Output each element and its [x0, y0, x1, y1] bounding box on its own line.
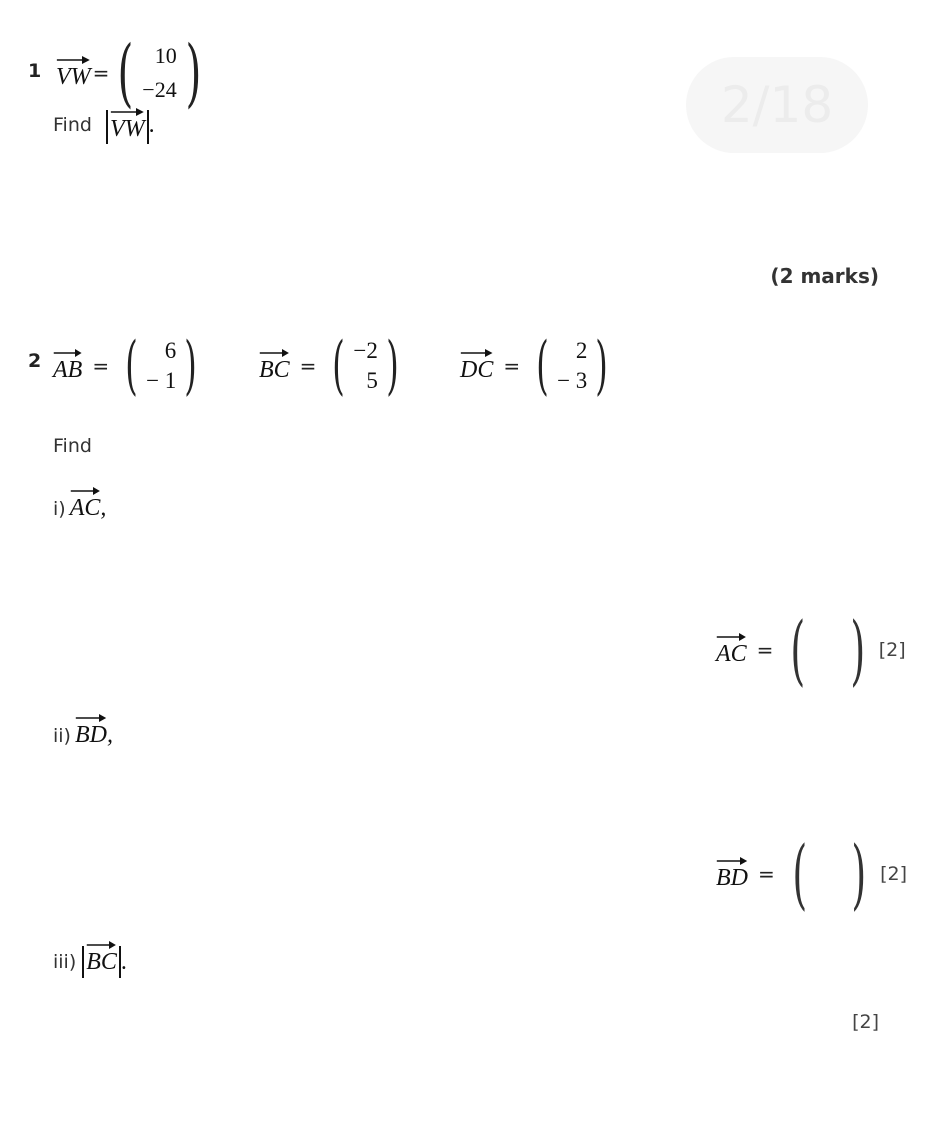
- vector-arrow-icon: [110, 107, 145, 117]
- part-ii-prefix: ii): [53, 725, 71, 747]
- equals-sign: =: [756, 638, 774, 662]
- part-iii-prefix: iii): [53, 951, 77, 973]
- part-ii: [53, 713, 113, 749]
- part-iii-suffix: .: [120, 949, 127, 975]
- equals-sign: =: [758, 862, 775, 886]
- part-ii-suffix: ,: [106, 722, 113, 748]
- abs-bar-left-icon: [106, 110, 108, 144]
- vector-bc: [86, 940, 117, 976]
- vector-arrow-icon: [716, 632, 747, 642]
- vector-ab: [53, 348, 82, 384]
- page-indicator: [686, 57, 868, 153]
- answer-box-ac[interactable]: [783, 605, 872, 694]
- answer-bd: [716, 829, 907, 918]
- vector-arrow-icon: [460, 348, 493, 358]
- page-indicator-text: 2/18: [720, 76, 834, 134]
- question-1-statement: [56, 30, 208, 116]
- part-i-prefix: i): [53, 498, 66, 520]
- part-i-suffix: ,: [100, 495, 107, 521]
- component-bottom: 5: [366, 368, 378, 393]
- left-paren-icon: (: [792, 829, 808, 918]
- answer-box-bd[interactable]: [785, 829, 874, 918]
- part-iii: [53, 938, 127, 978]
- vector-bc: [259, 348, 290, 384]
- equals-sign: =: [92, 61, 110, 85]
- question-1-find: [53, 106, 155, 144]
- vector-vw-label: VW: [109, 116, 145, 142]
- component-top: 6: [164, 338, 177, 364]
- equals-sign: =: [503, 354, 521, 378]
- find-suffix: .: [148, 111, 155, 138]
- vector-components: [144, 336, 178, 396]
- vector-vw: [56, 55, 91, 91]
- vector-arrow-icon: [70, 486, 101, 496]
- part-ii-marks: [2]: [880, 863, 907, 885]
- column-vector-ab: [119, 329, 203, 403]
- component-bottom: − 1: [146, 368, 177, 393]
- right-paren-icon: ): [595, 329, 609, 403]
- question-1-number: 1: [28, 60, 42, 82]
- find-label: Find: [53, 114, 92, 136]
- component-bottom: −24: [142, 77, 177, 102]
- left-paren-icon: (: [790, 605, 806, 694]
- column-vector-bc: [326, 329, 404, 403]
- vector-bd-label: BD: [716, 865, 748, 891]
- right-paren-icon: ): [386, 329, 399, 403]
- vector-bd: [75, 713, 107, 749]
- answer-ac: [716, 605, 906, 694]
- magnitude-vw: [106, 106, 155, 144]
- column-vector-dc: [530, 329, 614, 403]
- given-vector-dc: [460, 329, 614, 403]
- vector-bd-label: BD: [74, 722, 107, 748]
- component-bottom: − 3: [557, 368, 588, 393]
- vector-ac-label: AC: [69, 495, 101, 521]
- vector-bc-label: BC: [86, 949, 117, 975]
- left-paren-icon: (: [117, 30, 134, 116]
- left-paren-icon: (: [536, 329, 549, 403]
- vector-components: [555, 336, 589, 396]
- component-top: 2: [575, 338, 588, 364]
- vector-ab-label: AB: [53, 357, 83, 383]
- column-vector-vw: [111, 30, 207, 116]
- vector-arrow-icon: [75, 713, 107, 723]
- given-vector-bc: [259, 329, 405, 403]
- vector-ac-label: AC: [716, 641, 747, 667]
- vector-arrow-icon: [86, 940, 117, 950]
- vector-ac: [716, 632, 747, 668]
- equals-sign: =: [299, 354, 317, 378]
- vector-arrow-icon: [259, 348, 290, 358]
- question-2-number: 2: [28, 350, 42, 372]
- vector-bc-label: BC: [259, 357, 290, 383]
- question-1-marks: (2 marks): [770, 264, 879, 288]
- vector-ac: [70, 486, 101, 522]
- abs-bar-left-icon: [82, 946, 84, 978]
- vector-components: [351, 336, 379, 396]
- equals-sign: =: [92, 354, 110, 378]
- right-paren-icon: ): [184, 329, 198, 403]
- right-paren-icon: ): [850, 605, 866, 694]
- right-paren-icon: ): [851, 829, 867, 918]
- vector-arrow-icon: [56, 55, 91, 65]
- part-i-marks: [2]: [878, 639, 906, 661]
- vector-dc-label: DC: [460, 357, 494, 383]
- vector-dc: [460, 348, 493, 384]
- left-paren-icon: (: [125, 329, 138, 403]
- vector-arrow-icon: [53, 348, 82, 358]
- part-i: [53, 486, 106, 522]
- vector-components: [140, 39, 178, 107]
- vector-bd: [716, 856, 748, 892]
- question-2-find: Find: [53, 435, 92, 457]
- vector-vw-label: VW: [56, 64, 91, 90]
- part-iii-marks: [2]: [852, 1011, 879, 1033]
- left-paren-icon: (: [332, 329, 346, 403]
- component-top: −2: [353, 338, 378, 364]
- right-paren-icon: ): [185, 30, 202, 116]
- vector-vw: [110, 107, 145, 143]
- given-vector-ab: [53, 329, 203, 403]
- vector-arrow-icon: [716, 856, 748, 866]
- component-top: 10: [154, 42, 177, 68]
